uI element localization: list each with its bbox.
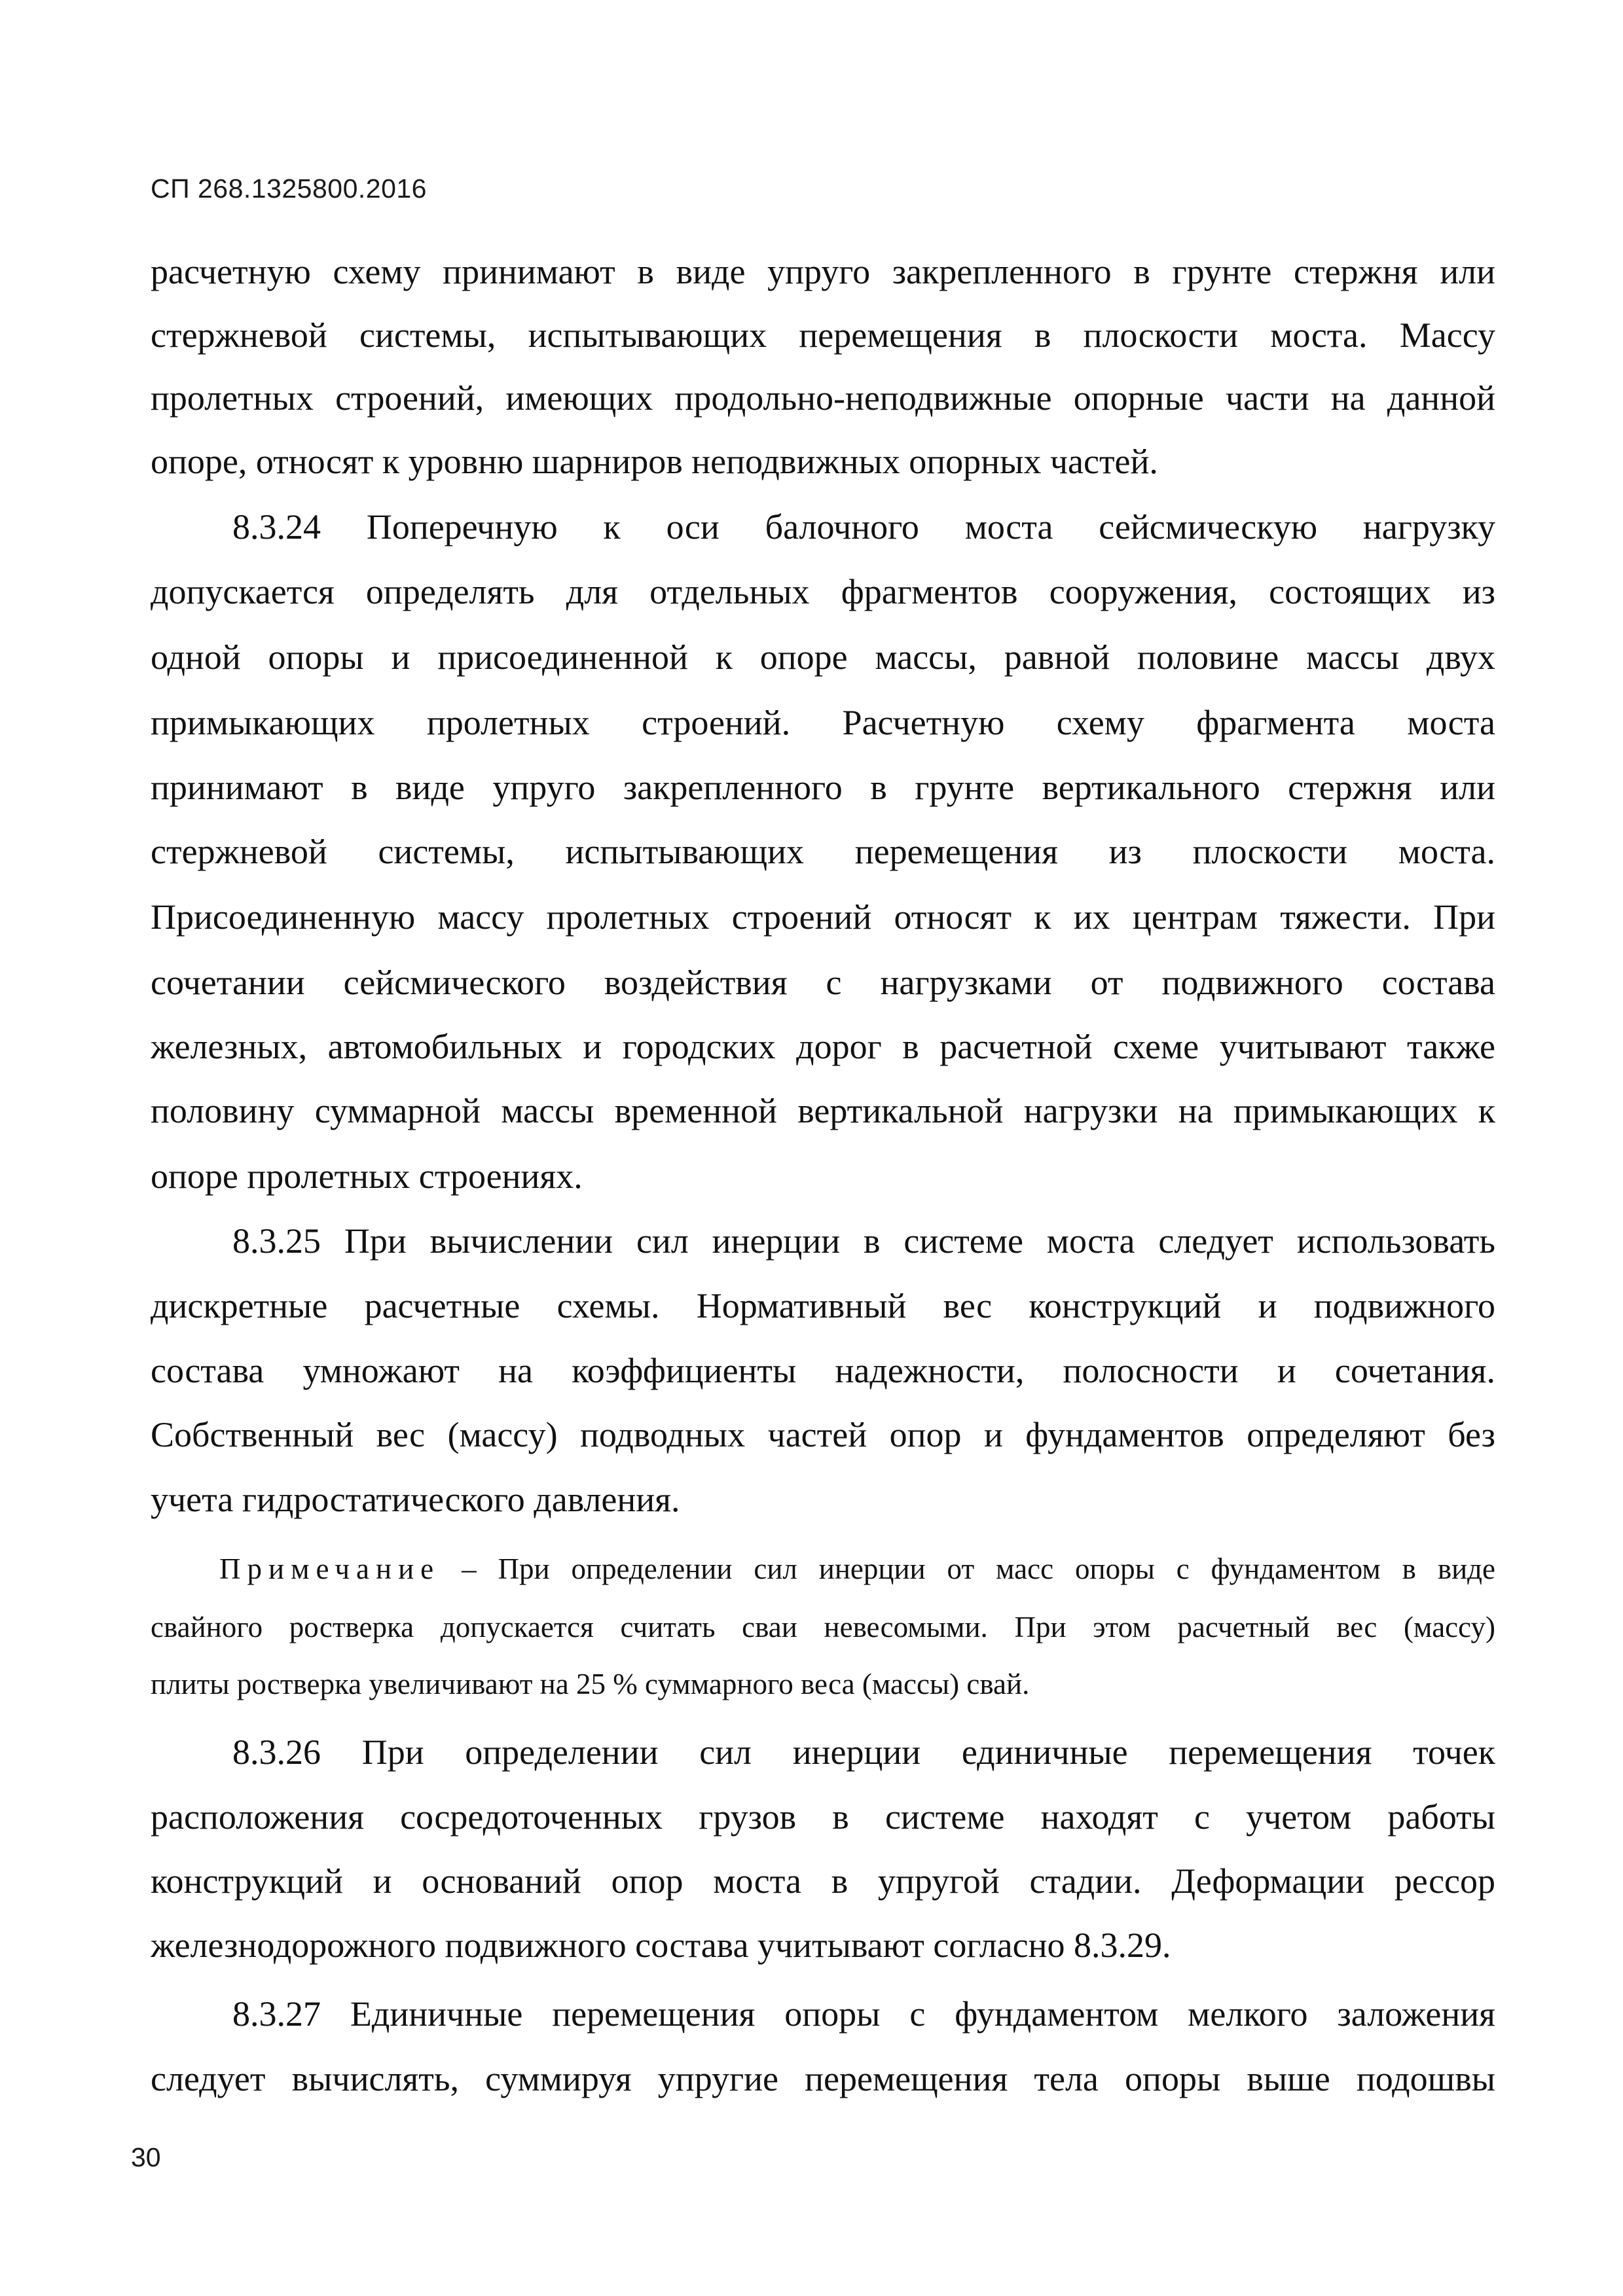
note-first-line <box>219 1548 1495 1590</box>
paragraph-8-3-27-first-line: 8.3.27 Единичные перемещения опоры с фундаментом мелкого заложения <box>232 1994 1495 2034</box>
text-line: Собственный вес (массу) подводных частей опор и фундаментов определяют без <box>151 1415 1495 1454</box>
text-line: железнодорожного подвижного состава учитывают согласно 8.3.29. <box>151 1926 1171 1965</box>
note-label: Примечание <box>219 1552 441 1585</box>
text-line: железных, автомобильных и городских дорог в расчетной схеме учитывают также <box>151 1027 1495 1066</box>
text-line: половину суммарной массы временной вертикальной нагрузки на примыкающих к <box>151 1091 1495 1130</box>
text-line: опоре, относят к уровню шарниров неподвижных опорных частей. <box>151 442 1158 481</box>
text-line: сочетании сейсмического воздействия с нагрузками от подвижного состава <box>151 963 1495 1002</box>
paragraph-8-3-26-first-line: 8.3.26 При определении сил инерции единичные перемещения точек <box>232 1732 1495 1772</box>
text-line: стержневой системы, испытывающих перемещения в плоскости моста. Массу <box>151 315 1495 355</box>
document-code: СП 268.1325800.2016 <box>151 173 427 204</box>
text-line: конструкций и оснований опор моста в упругой стадии. Деформации рессор <box>151 1861 1495 1901</box>
text-line: Присоединенную массу пролетных строений относят к их центрам тяжести. При <box>151 897 1495 937</box>
text-line: одной опоры и присоединенной к опоре массы, равной половине массы двух <box>151 637 1495 677</box>
text-line: состава умножают на коэффициенты надежности, полосности и сочетания. <box>151 1351 1495 1390</box>
text-line: допускается определять для отдельных фрагментов сооружения, состоящих из <box>151 572 1495 611</box>
note-dash: – <box>462 1552 477 1585</box>
text-line: опоре пролетных строениях. <box>151 1157 583 1196</box>
text-line: расчетную схему принимают в виде упруго закрепленного в грунте стержня или <box>151 252 1495 291</box>
text-line: учета гидростатического давления. <box>151 1480 680 1519</box>
text-line: следует вычислять, суммируя упругие перемещения тела опоры выше подошвы <box>151 2059 1495 2098</box>
page-number: 30 <box>131 2142 161 2172</box>
text-line: дискретные расчетные схемы. Нормативный вес конструкций и подвижного <box>151 1286 1495 1325</box>
paragraph-8-3-24-first-line: 8.3.24 Поперечную к оси балочного моста сейсмическую нагрузку <box>232 507 1495 547</box>
text-line: стержневой системы, испытывающих перемещения из плоскости моста. <box>151 832 1495 871</box>
text-line: пролетных строений, имеющих продольно-неподвижные опорные части на данной <box>151 378 1495 418</box>
text-line: расположения сосредоточенных грузов в системе находят с учетом работы <box>151 1797 1495 1837</box>
text-line: принимают в виде упруго закрепленного в грунте вертикального стержня или <box>151 768 1495 807</box>
note-line: свайного ростверка допускается считать сваи невесомыми. При этом расчетный вес (массу) <box>151 1611 1495 1643</box>
text-line: примыкающих пролетных строений. Расчетную схему фрагмента моста <box>151 703 1495 742</box>
note-line: плиты ростверка увеличивают на 25 % суммарного веса (массы) свай. <box>151 1668 1030 1700</box>
paragraph-8-3-25-first-line: 8.3.25 При вычислении сил инерции в системе моста следует использовать <box>232 1221 1495 1261</box>
note-text: При определении сил инерции от масс опоры с фундаментом в виде <box>498 1552 1495 1585</box>
